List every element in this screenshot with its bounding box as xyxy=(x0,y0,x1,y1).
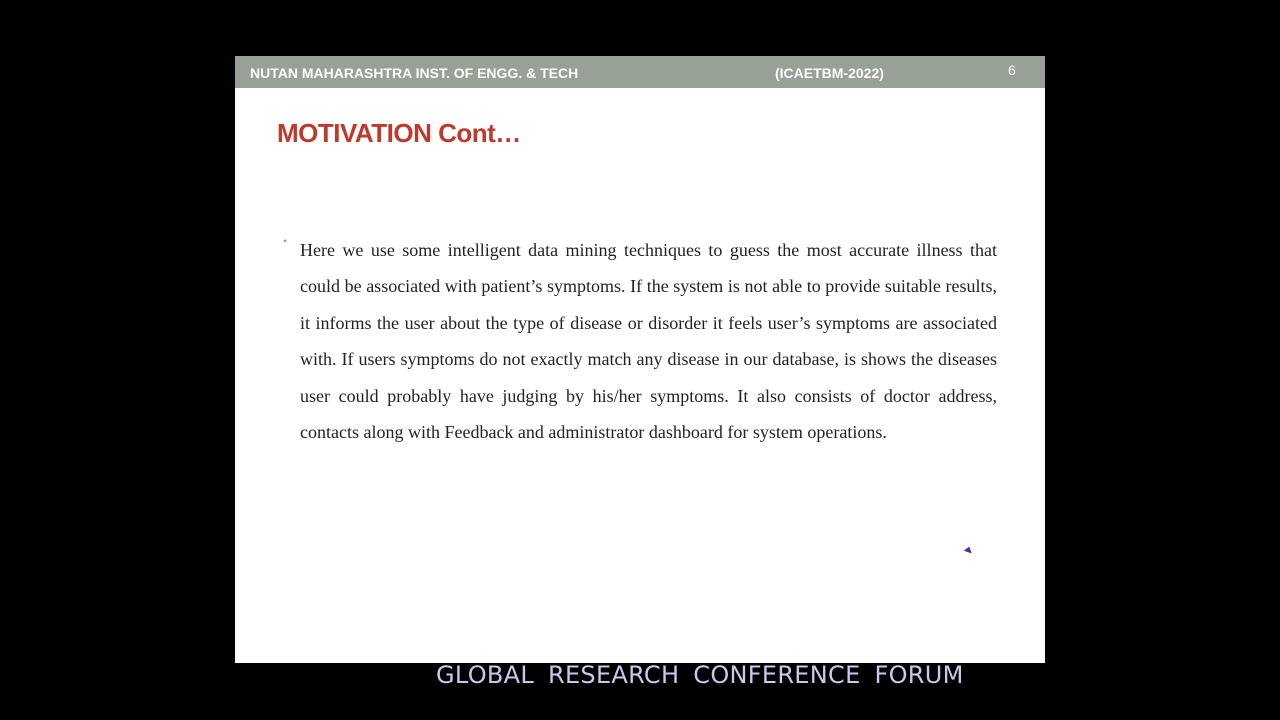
institute-name: NUTAN MAHARASHTRA INST. OF ENGG. & TECH xyxy=(250,65,579,81)
slide-number: 6 xyxy=(1008,62,1016,78)
conference-name: (ICAETBM-2022) xyxy=(775,65,884,81)
slide-header-bar xyxy=(235,56,1045,88)
presentation-slide xyxy=(235,56,1045,663)
bullet-marker-icon: • xyxy=(283,234,288,248)
bullet-item xyxy=(283,232,997,450)
bullet-list xyxy=(283,232,997,450)
bullet-text: Here we use some intelligent data mining techniques to guess the most accurate illness that could be associated with patient’s symptoms. If the system is not able to provide suitable results, it informs the user about the type of disease or disorder it feels user’s symptoms are associated with. If users symptoms do not exactly match any disease in our database, is shows the diseases user could probably have judging by his/her symptoms. It also consists of doctor address, contacts along with Feedback and administrator dashboard for system operations. xyxy=(300,240,997,443)
slide-title: MOTIVATION Cont… xyxy=(277,118,521,148)
forum-banner: GLOBAL RESEARCH CONFERENCE FORUM xyxy=(436,661,964,689)
